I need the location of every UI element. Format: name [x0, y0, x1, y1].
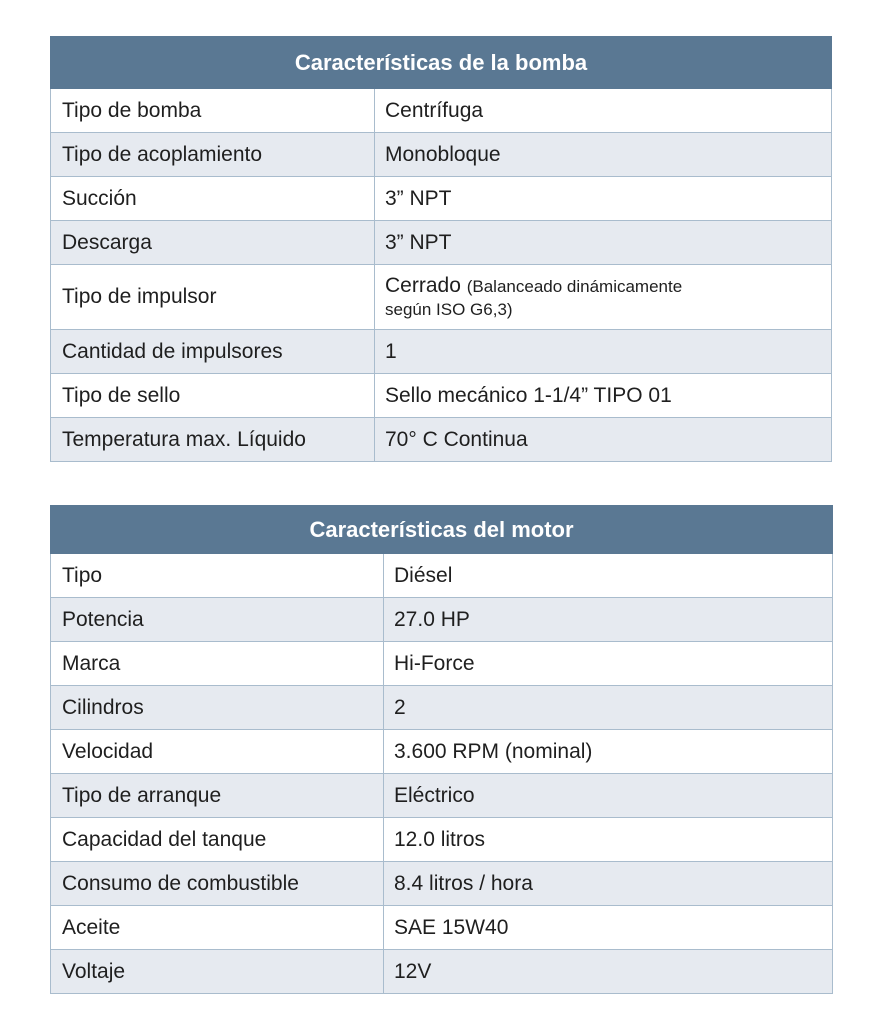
table-row — [51, 418, 832, 462]
spec-value: 2 — [384, 686, 833, 730]
table-row — [51, 177, 832, 221]
spec-value: SAE 15W40 — [384, 906, 833, 950]
spec-label: Tipo de sello — [51, 374, 375, 418]
table-row — [51, 374, 832, 418]
impeller-note-line2: según ISO G6,3) — [385, 299, 513, 319]
spec-value: Hi-Force — [384, 642, 833, 686]
spec-label: Tipo de bomba — [51, 89, 375, 133]
spec-label: Descarga — [51, 221, 375, 265]
table-row — [51, 774, 833, 818]
spec-value: 70° C Continua — [375, 418, 832, 462]
spec-label: Potencia — [51, 598, 384, 642]
spec-label: Marca — [51, 642, 384, 686]
table-row — [51, 906, 833, 950]
motor-specs-table — [50, 505, 833, 994]
spec-value: 3” NPT — [375, 177, 832, 221]
spec-value: 12V — [384, 950, 833, 994]
table-row — [51, 598, 833, 642]
spec-label: Voltaje — [51, 950, 384, 994]
spec-label: Tipo — [51, 554, 384, 598]
table-row — [51, 642, 833, 686]
table-row — [51, 265, 832, 330]
spec-label: Consumo de combustible — [51, 862, 384, 906]
spec-value: 27.0 HP — [384, 598, 833, 642]
spec-value: 3” NPT — [375, 221, 832, 265]
table-row — [51, 730, 833, 774]
spec-label: Cilindros — [51, 686, 384, 730]
spec-value-impeller — [375, 265, 832, 330]
pump-specs-table — [50, 36, 832, 462]
spec-label: Temperatura max. Líquido — [51, 418, 375, 462]
table-row — [51, 133, 832, 177]
spec-label: Cantidad de impulsores — [51, 330, 375, 374]
spec-value: 1 — [375, 330, 832, 374]
table-row — [51, 950, 833, 994]
table-row — [51, 89, 832, 133]
impeller-note-line1: (Balanceado dinámicamente — [466, 276, 683, 296]
table-row — [51, 818, 833, 862]
table-row — [51, 686, 833, 730]
spec-label: Velocidad — [51, 730, 384, 774]
spec-label: Capacidad del tanque — [51, 818, 384, 862]
motor-table-title: Características del motor — [51, 506, 833, 554]
spec-label: Tipo de impulsor — [51, 265, 375, 330]
spec-label: Aceite — [51, 906, 384, 950]
spec-label: Tipo de arranque — [51, 774, 384, 818]
table-row — [51, 862, 833, 906]
spec-value: 3.600 RPM (nominal) — [384, 730, 833, 774]
spec-value: Monobloque — [375, 133, 832, 177]
table-row — [51, 330, 832, 374]
spec-value: 8.4 litros / hora — [384, 862, 833, 906]
pump-table-title: Características de la bomba — [51, 37, 832, 89]
table-row — [51, 221, 832, 265]
impeller-type: Cerrado — [385, 273, 461, 297]
spec-value: Diésel — [384, 554, 833, 598]
spec-value: Eléctrico — [384, 774, 833, 818]
spec-value: Sello mecánico 1-1/4” TIPO 01 — [375, 374, 832, 418]
spec-label: Succión — [51, 177, 375, 221]
table-row — [51, 554, 833, 598]
spec-value: 12.0 litros — [384, 818, 833, 862]
spec-label: Tipo de acoplamiento — [51, 133, 375, 177]
spec-value: Centrífuga — [375, 89, 832, 133]
